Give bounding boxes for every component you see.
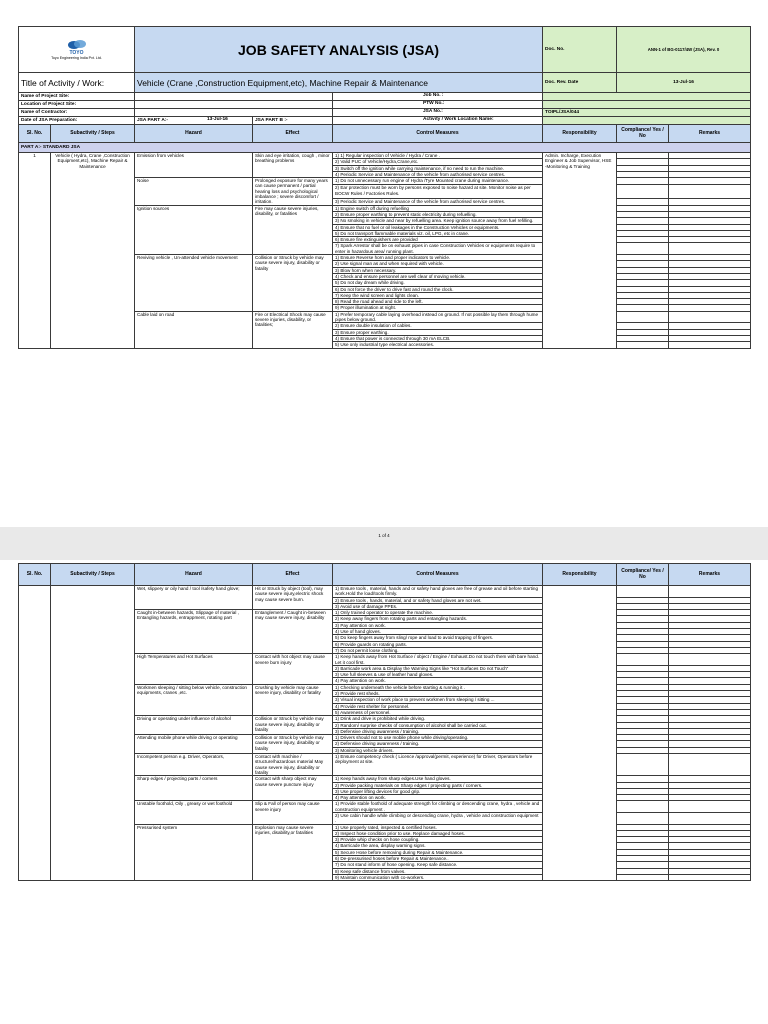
hazard-cell: Incompetent person e.g. Driver, Operators, (135, 754, 253, 776)
effect-cell: Hit or Struck by object (tool), may cause severe injury,electric shock may cause severe burn. (253, 586, 333, 610)
col-responsibility: Responsibility (543, 125, 617, 143)
control-measure-cell: 1) Drivers should not to use mobile phone while driving/operating. (333, 735, 543, 741)
effect-cell: Collision or Struck by vehicle may cause severe injury, disability or fatality (253, 716, 333, 735)
effect-cell: Crushing by vehicle may cause severe injury, disability or fatality (253, 684, 333, 715)
remarks-cell[interactable] (669, 342, 751, 348)
jsa-part-a-label: JSA PART A:- (137, 117, 169, 123)
control-measure-cell: 3) Ensure proper earthing. (333, 329, 543, 335)
control-measure-cell: 7) Spark Arrestor shall be on exhaust pipes in case Construction Vehicles or equipments require to enter in hazardous area/ running plant. (333, 243, 543, 255)
effect-cell: Collision or Struck by vehicle may cause severe injury, disability or fatality (253, 735, 333, 754)
effect-cell: Skin and eye irritation, cough , minor breathing problems (253, 153, 333, 178)
col-hazard: Hazard (135, 125, 253, 143)
control-measure-cell: 2) Use cabin handle while climbing or descending crane, hydra , vehicle and construction equipment . (333, 812, 543, 824)
toyo-logo-icon (65, 38, 89, 50)
hazard-cell: Noise (135, 178, 253, 205)
responsibility-cell: Admin. Incharge, Execution Engineer & Job Supervisor, HSE -Monitoring & Training (543, 153, 617, 349)
control-measure-cell: 6) Provide guards on rotating parts. (333, 641, 543, 647)
control-measure-cell: 3) Pay attention on work. (333, 622, 543, 628)
control-measure-cell: 2) Defensive driving awareness / training. (333, 741, 543, 747)
control-measure-cell: 2) Ensure double insulation of cables. (333, 323, 543, 329)
jsa-part-a-cell (135, 117, 253, 125)
activity-value: Vehicle (Crane ,Construction Equipment,etc), Machine Repair & Maintenance (135, 73, 543, 93)
project-site-label: Name of Project Site: (19, 93, 135, 101)
remarks-cell[interactable] (669, 178, 751, 185)
remarks-cell[interactable] (669, 801, 751, 813)
compliance-cell[interactable] (617, 754, 669, 776)
hazard-cell: Wet, slippery or oily hand / tool /safety hand glove; (135, 586, 253, 610)
control-measure-cell: 4) Pay attention on work. (333, 795, 543, 801)
col-remarks-p2: Remarks (669, 564, 751, 586)
control-measure-cell: 7) Keep the wind screen and lights clean. (333, 292, 543, 298)
effect-cell: Fire may cause severe injuries, disability, or fatalities (253, 205, 333, 254)
control-measure-cell: 4) Periodic Service and Maintenance of the vehicle from authorised service centres. (333, 171, 543, 177)
control-measure-cell: 8) Keep safe distance from valves. (333, 868, 543, 874)
control-measure-cell: 2) Keep away fingers from rotating parts and entangling hazards. (333, 616, 543, 622)
effect-cell: Fire or Electrical Shock may cause severe injuries, disability, or fatalities; (253, 311, 333, 348)
ptw-no-label: PTW No.: (423, 101, 445, 106)
control-measure-cell: 9) Proper illumination at night. (333, 305, 543, 311)
control-measure-cell: 5) Secure Hose before removing during Repair & Maintenance. (333, 849, 543, 855)
remarks-cell[interactable] (669, 754, 751, 776)
remarks-cell[interactable] (669, 185, 751, 198)
contractor-label: Name of Contractor: (19, 109, 135, 117)
control-measure-cell: 5) Do not transport flammable materials viz. oil, LPG, etc in crane. (333, 230, 543, 236)
effect-cell: Collision or Struck by vehicle may cause severe injury, disability or fatality (253, 255, 333, 312)
remarks-cell[interactable] (669, 874, 751, 880)
compliance-cell[interactable] (617, 874, 669, 880)
col-compliance-p2: Compliance/ Yes / No (617, 564, 669, 586)
control-measure-cell: 7) Do not stand inform of hose opening. Keep safe distance. (333, 862, 543, 868)
col-effect-p2: Effect (253, 564, 333, 586)
compliance-cell[interactable] (617, 178, 669, 185)
logo-subtitle: Toyo Engineering India Pvt. Ltd. (51, 56, 102, 61)
control-measure-cell: 6) Ensure fire extinguishers are provided (333, 237, 543, 243)
hazard-cell: Pressurised system (135, 824, 253, 881)
compliance-cell[interactable] (617, 342, 669, 348)
control-measure-cell: 1) Use properly rated, inspected & certified hoses. (333, 824, 543, 830)
control-measure-cell: 7) Do not permit loose clothing. (333, 647, 543, 653)
location-label: Location of Project Site: (19, 101, 135, 109)
ptw-no-cell (333, 101, 543, 109)
hazard-cell: Workmen sleeping / sitting below vehicle, construction equipments, cranes ,etc. (135, 684, 253, 715)
hazard-cell: Unstable foothold, Oily , greasy or wet foothold (135, 801, 253, 824)
col-sl: Sl. No. (19, 125, 51, 143)
jsa-part-a-date: 13-Jul-16 (207, 117, 228, 122)
doc-no-label: Doc. No. (543, 27, 617, 73)
effect-cell: Contact with hot object may cause severe burn injury (253, 654, 333, 684)
control-measure-cell: 2) Barricade work area & Display the Warning Signs like "Hot Surfaces Do not Touch" (333, 665, 543, 671)
control-measure-cell: 9) Maintain communication with co-workers. (333, 874, 543, 880)
col-compliance: Compliance/ Yes / No (617, 125, 669, 143)
compliance-cell[interactable] (617, 198, 669, 205)
part-a-heading: PART A:- STANDARD JSA (19, 143, 751, 153)
project-site-value[interactable] (135, 93, 333, 101)
control-measure-cell: 5) Do not day dream while driving. (333, 280, 543, 286)
control-measure-cell: 3) Periodic Service and Maintenance of the vehicle from authorised service centres. (333, 198, 543, 205)
jsa-no-value: TOIPL/JSA/044 (543, 109, 751, 117)
control-measure-cell: 3) Defensive driving awareness / training. (333, 728, 543, 734)
col-hazard-p2: Hazard (135, 564, 253, 586)
control-measure-cell: 3) Monitoring vehicle drivers. (333, 747, 543, 753)
hazard-cell: Sharp edges / projecting parts / corners (135, 776, 253, 801)
col-subactivity-p2: Subactivity / Steps (51, 564, 135, 586)
col-effect: Effect (253, 125, 333, 143)
control-measure-cell: 1) Ensure competency check ( Licence /approval(permit, experience) for Driver, Operators before deployment at site. (333, 754, 543, 776)
subactivity-cell (51, 586, 135, 881)
control-measure-cell: 1) Prefer temporary cable laying overhead instead on ground. If not possible lay them through hume pipes below ground. (333, 311, 543, 323)
control-measure-cell: 2) Inspect hose condition prior to use. Replace damaged hoses. (333, 830, 543, 836)
control-measure-cell: 5) Do keep fingers away from sling/ rope and load to avoid trapping of fingers. (333, 635, 543, 641)
work-location-cell (333, 117, 543, 125)
jsa-part-b-label: JSA PART B :- (253, 117, 333, 125)
job-no-label: Job No. : (423, 93, 444, 98)
effect-cell: Contact with sharp object may cause severe puncture injury (253, 776, 333, 801)
document-title: JOB SAFETY ANALYSIS (JSA) (135, 27, 543, 73)
control-measure-cell: 1) Provide stable foothold of adequate strength for climbing or descending crane, hydra , vehicle and construction equipment . (333, 801, 543, 813)
hazard-cell: Attending mobile phone while driving or operating (135, 735, 253, 754)
logo-name: TOYO (69, 49, 84, 56)
jsa-no-cell (333, 109, 543, 117)
remarks-cell[interactable] (669, 654, 751, 666)
location-value[interactable] (135, 101, 333, 109)
hazard-cell: Ignition sources (135, 205, 253, 254)
jsa-table-page-1 (18, 26, 751, 349)
page-2 (0, 560, 768, 1024)
compliance-cell[interactable] (617, 586, 669, 598)
col-control-p2: Control Measures (333, 564, 543, 586)
jsa-no-label: JSA No.: (423, 109, 443, 114)
date-prep-label: Date of JSA Preparation: (19, 117, 135, 125)
control-measure-cell: 1) 1) Regular inspection of Vehicle / Hydra / Crane . (333, 153, 543, 159)
control-measure-cell: 1) Ensure tools , material, hands and or safety hand gloves are free of grease and oil before starting work.Hold the load/tools firmly. (333, 586, 543, 598)
hazard-cell: Caught in-between hazards, Slippage of material , Entangling hazards, entrappment, rotating part (135, 610, 253, 654)
control-measure-cell: 3) Use proper lifting devices for good grip. (333, 788, 543, 794)
ptw-no-value[interactable] (543, 101, 751, 109)
page-1-body (19, 153, 751, 349)
hazard-cell: Reviving vehicle , Un-attended vehicle movement (135, 255, 253, 312)
col-sl-p2: Sl. No. (19, 564, 51, 586)
control-measure-cell: 3) Use full sleeves & use of leather hand gloves. (333, 672, 543, 678)
page-2-body (19, 586, 751, 881)
work-location-value[interactable] (543, 117, 751, 125)
responsibility-cell (543, 586, 617, 881)
jsa-table-page-2 (18, 563, 751, 881)
doc-no-value: ANN-1 of BG-0117/4W (JSA), Rev. 0 (617, 27, 751, 73)
effect-cell: Entanglement / Caught in-between may cause severe injury, disability (253, 610, 333, 654)
control-measure-cell: 1) Only trained operator to operate the machine. (333, 610, 543, 616)
remarks-cell[interactable] (669, 243, 751, 255)
control-measure-cell: 2) Provide packing materials on Sharp edges / projecting parts / corners. (333, 782, 543, 788)
control-measure-cell: 1) Engine switch off during refuelling (333, 205, 543, 211)
control-measure-cell: 2) Ensure tools , hands, material, and or safety hand gloves are not wet. (333, 597, 543, 603)
control-measure-cell: 4) Ensure that power is connected through 30 mA ELCB. (333, 335, 543, 341)
page-footer: 1 of 4 (378, 533, 390, 538)
remarks-cell[interactable] (669, 586, 751, 598)
control-measure-cell: 2) Random/ surprise checks of consumption of alcohol shall be carried out. (333, 722, 543, 728)
remarks-cell[interactable] (669, 311, 751, 323)
compliance-cell[interactable] (617, 311, 669, 323)
hazard-cell: High Temperatures and Hot Surfaces (135, 654, 253, 684)
effect-cell: Contact with machine / structure/hazardous material May cause severe injury, disability or fatality (253, 754, 333, 776)
activity-label: Title of Activity / Work: (19, 73, 135, 93)
control-measure-cell: 2) Provide rest sheds. (333, 691, 543, 697)
control-measure-cell: 4) Ensure that no fuel or oil leakages in the Construction Vehicles or equipments. (333, 224, 543, 230)
table-row (19, 586, 751, 598)
control-measure-cell: 2) Ear protection must be worn by persons exposed to noise hazard at site. Monitor noise as per BOCW Rules / Factories Rules. (333, 185, 543, 198)
hazard-cell: Cable laid on road (135, 311, 253, 348)
control-measure-cell: 1) Ensure Reverse horn and proper indicators to vehicle. (333, 255, 543, 261)
work-location-label: Activity / Work Location Name: (423, 117, 494, 122)
hazard-cell: Driving or operating under influence of alcohol (135, 716, 253, 735)
effect-cell: Explosion may cause severe injuries, disability,or fatalities (253, 824, 333, 881)
company-logo (19, 27, 135, 73)
control-measure-cell: 3) Blow horn when necessary. (333, 267, 543, 273)
col-control: Control Measures (333, 125, 543, 143)
remarks-cell[interactable] (669, 812, 751, 824)
control-measure-cell: 2) Ensure proper earthing to prevent static electricity during refuelling. (333, 211, 543, 217)
col-subactivity: Subactivity / Steps (51, 125, 135, 143)
contractor-value[interactable] (135, 109, 333, 117)
effect-cell: Slip & Fall of person may cause severe injury (253, 801, 333, 824)
control-measure-cell: 4) Barricade the area, display warning signs. (333, 843, 543, 849)
doc-rev-label: Doc. Rev. Date (543, 73, 617, 93)
compliance-cell[interactable] (617, 185, 669, 198)
control-measure-cell: 4) Use of hand gloves. (333, 629, 543, 635)
control-measure-cell: 1) Drink and drive is prohibited while driving. (333, 716, 543, 722)
control-measure-cell: 2) Valid PUC of Vehicle/Hydra,Crane,etc. (333, 159, 543, 165)
compliance-cell[interactable] (617, 812, 669, 824)
doc-rev-value: 13-Jul-16 (617, 73, 751, 93)
compliance-cell[interactable] (617, 243, 669, 255)
effect-cell: Prolonged exposure for many years can cause permanent / partial hearing loss and psychological imbalance ; severe discomfort / irritation. (253, 178, 333, 205)
control-measure-cell: 4) Pay attention on work. (333, 678, 543, 684)
job-no-cell (333, 93, 543, 101)
subactivity-cell: Vehicle ( Hydra, Crane ,Construction Equipment,etc), Machine Repair & Maintenance (51, 153, 135, 349)
control-measure-cell: 5) Use only industrial type electrical accessories. (333, 342, 543, 348)
control-measure-cell: 4) Check and ensure personnel are well clear of moving vehicle. (333, 273, 543, 279)
remarks-cell[interactable] (669, 198, 751, 205)
control-measure-cell: 3) Switch off the ignition while carrying maintenance, if no need to run the machine. (333, 165, 543, 171)
job-no-value[interactable] (543, 93, 751, 101)
control-measure-cell: 3) Avoid use of damage PPEs. (333, 603, 543, 609)
compliance-cell[interactable] (617, 801, 669, 813)
control-measure-cell: 1) Checking underneath the vehicle before starting & running it . (333, 684, 543, 690)
col-responsibility-p2: Responsibility (543, 564, 617, 586)
control-measure-cell: 6) De-pressurised hoses before Repair & Maintenance.. (333, 856, 543, 862)
control-measure-cell: 4) Provide rest shelter for personnel. (333, 703, 543, 709)
control-measure-cell: 8) Read the road ahead and ride to the left. (333, 299, 543, 305)
control-measure-cell: 1) Keep hands away from Hot Surface / object / Engine / Exhaust.Do not touch them with bare hand. Let it cool first. (333, 654, 543, 666)
compliance-cell[interactable] (617, 654, 669, 666)
control-measure-cell: 2) Use signal man as and when required with vehicle. (333, 261, 543, 267)
sl-no-cell: 1 (19, 153, 51, 349)
col-remarks: Remarks (669, 125, 751, 143)
control-measure-cell: 3) No smoking in vehicle and near by refuelling area. Keep ignition source away from fuel refilling. (333, 218, 543, 224)
control-measure-cell: 1) Keep hands away from sharp edges.Use hand gloves. (333, 776, 543, 782)
control-measure-cell: 3) Provide whip checks on hose coupling. (333, 837, 543, 843)
control-measure-cell: 6) Do not force the driver to drive fast and round the clock. (333, 286, 543, 292)
control-measure-cell: 5) Awareness of personnel. (333, 709, 543, 715)
hazard-cell: Emission from vehicles (135, 153, 253, 178)
sl-no-cell (19, 586, 51, 881)
control-measure-cell: 1) Do not unnecessary run engine of Hydra /Tyre Mounted crane during maintenance. (333, 178, 543, 185)
control-measure-cell: 3) Visual inspection of work place to prevent workmen from sleeping / sitting ... (333, 697, 543, 703)
